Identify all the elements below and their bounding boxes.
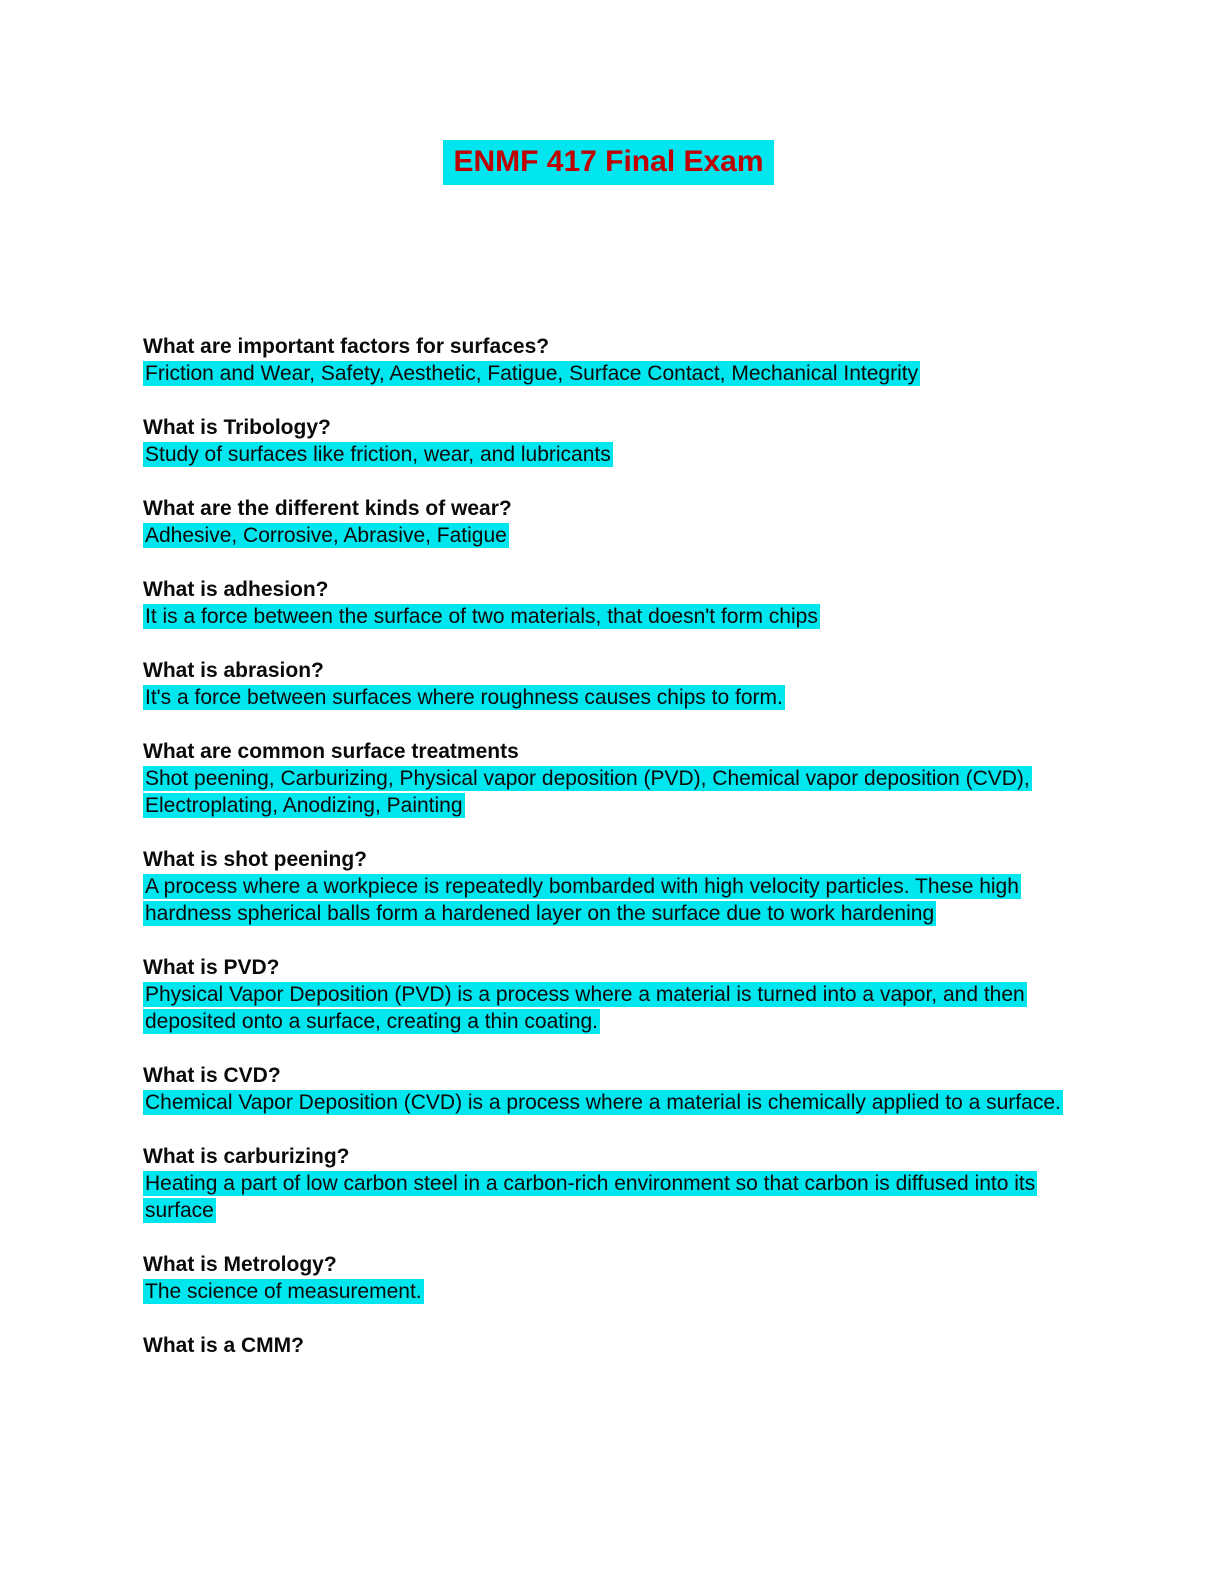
qa-answer-highlight: It's a force between surfaces where roughness causes chips to form. <box>145 686 783 709</box>
qa-answer-highlight: Study of surfaces like friction, wear, and lubricants <box>145 443 611 466</box>
qa-answer-highlight: The science of measurement. <box>145 1280 422 1303</box>
qa-question: What is carburizing? <box>143 1145 350 1168</box>
page-title <box>143 140 1074 185</box>
qa-question: What is PVD? <box>143 956 280 979</box>
qa-answer <box>143 441 1074 468</box>
qa-block <box>143 414 1074 468</box>
qa-block <box>143 846 1074 927</box>
qa-question: What is shot peening? <box>143 848 367 871</box>
qa-question: What is CVD? <box>143 1064 281 1087</box>
page-title-highlight: ENMF 417 Final Exam <box>443 140 773 185</box>
qa-question: What is Tribology? <box>143 416 331 439</box>
qa-answer <box>143 765 1074 819</box>
qa-block <box>143 495 1074 549</box>
qa-answer-highlight: A process where a workpiece is repeatedly bombarded with high velocity particles. These high hardness spherical balls form a hardened layer on the surface due to work hardening <box>145 875 1019 925</box>
qa-answer <box>143 684 1074 711</box>
qa-block <box>143 1143 1074 1224</box>
qa-answer-highlight: It is a force between the surface of two materials, that doesn't form chips <box>145 605 818 628</box>
qa-answer <box>143 522 1074 549</box>
qa-question: What are common surface treatments <box>143 740 519 763</box>
qa-block <box>143 657 1074 711</box>
qa-answer-highlight: Chemical Vapor Deposition (CVD) is a process where a material is chemically applied to a surface. <box>145 1091 1061 1114</box>
qa-block <box>143 1332 1074 1359</box>
qa-answer-highlight: Friction and Wear, Safety, Aesthetic, Fatigue, Surface Contact, Mechanical Integrity <box>145 362 919 385</box>
qa-answer-highlight: Shot peening, Carburizing, Physical vapor deposition (PVD), Chemical vapor deposition (CVD), Electroplating, Anodizing, Painting <box>145 767 1030 817</box>
qa-answer <box>143 603 1074 630</box>
qa-question: What is abrasion? <box>143 659 324 682</box>
qa-question: What are important factors for surfaces? <box>143 335 550 358</box>
qa-question: What is Metrology? <box>143 1253 337 1276</box>
qa-block <box>143 1062 1074 1116</box>
qa-question: What is adhesion? <box>143 578 329 601</box>
qa-answer <box>143 1170 1074 1224</box>
qa-answer <box>143 1089 1074 1116</box>
qa-answer-highlight: Physical Vapor Deposition (PVD) is a process where a material is turned into a vapor, and then deposited onto a surface, creating a thin coating. <box>145 983 1025 1033</box>
qa-answer-highlight: Adhesive, Corrosive, Abrasive, Fatigue <box>145 524 507 547</box>
qa-answer <box>143 873 1074 927</box>
qa-block <box>143 576 1074 630</box>
qa-block <box>143 333 1074 387</box>
qa-question: What are the different kinds of wear? <box>143 497 512 520</box>
qa-list <box>143 333 1074 1359</box>
qa-answer <box>143 360 1074 387</box>
qa-question: What is a CMM? <box>143 1334 304 1357</box>
qa-answer <box>143 1278 1074 1305</box>
qa-block <box>143 954 1074 1035</box>
qa-block <box>143 1251 1074 1305</box>
qa-answer-highlight: Heating a part of low carbon steel in a carbon-rich environment so that carbon is diffused into its surface <box>145 1172 1036 1222</box>
qa-block <box>143 738 1074 819</box>
qa-answer <box>143 981 1074 1035</box>
